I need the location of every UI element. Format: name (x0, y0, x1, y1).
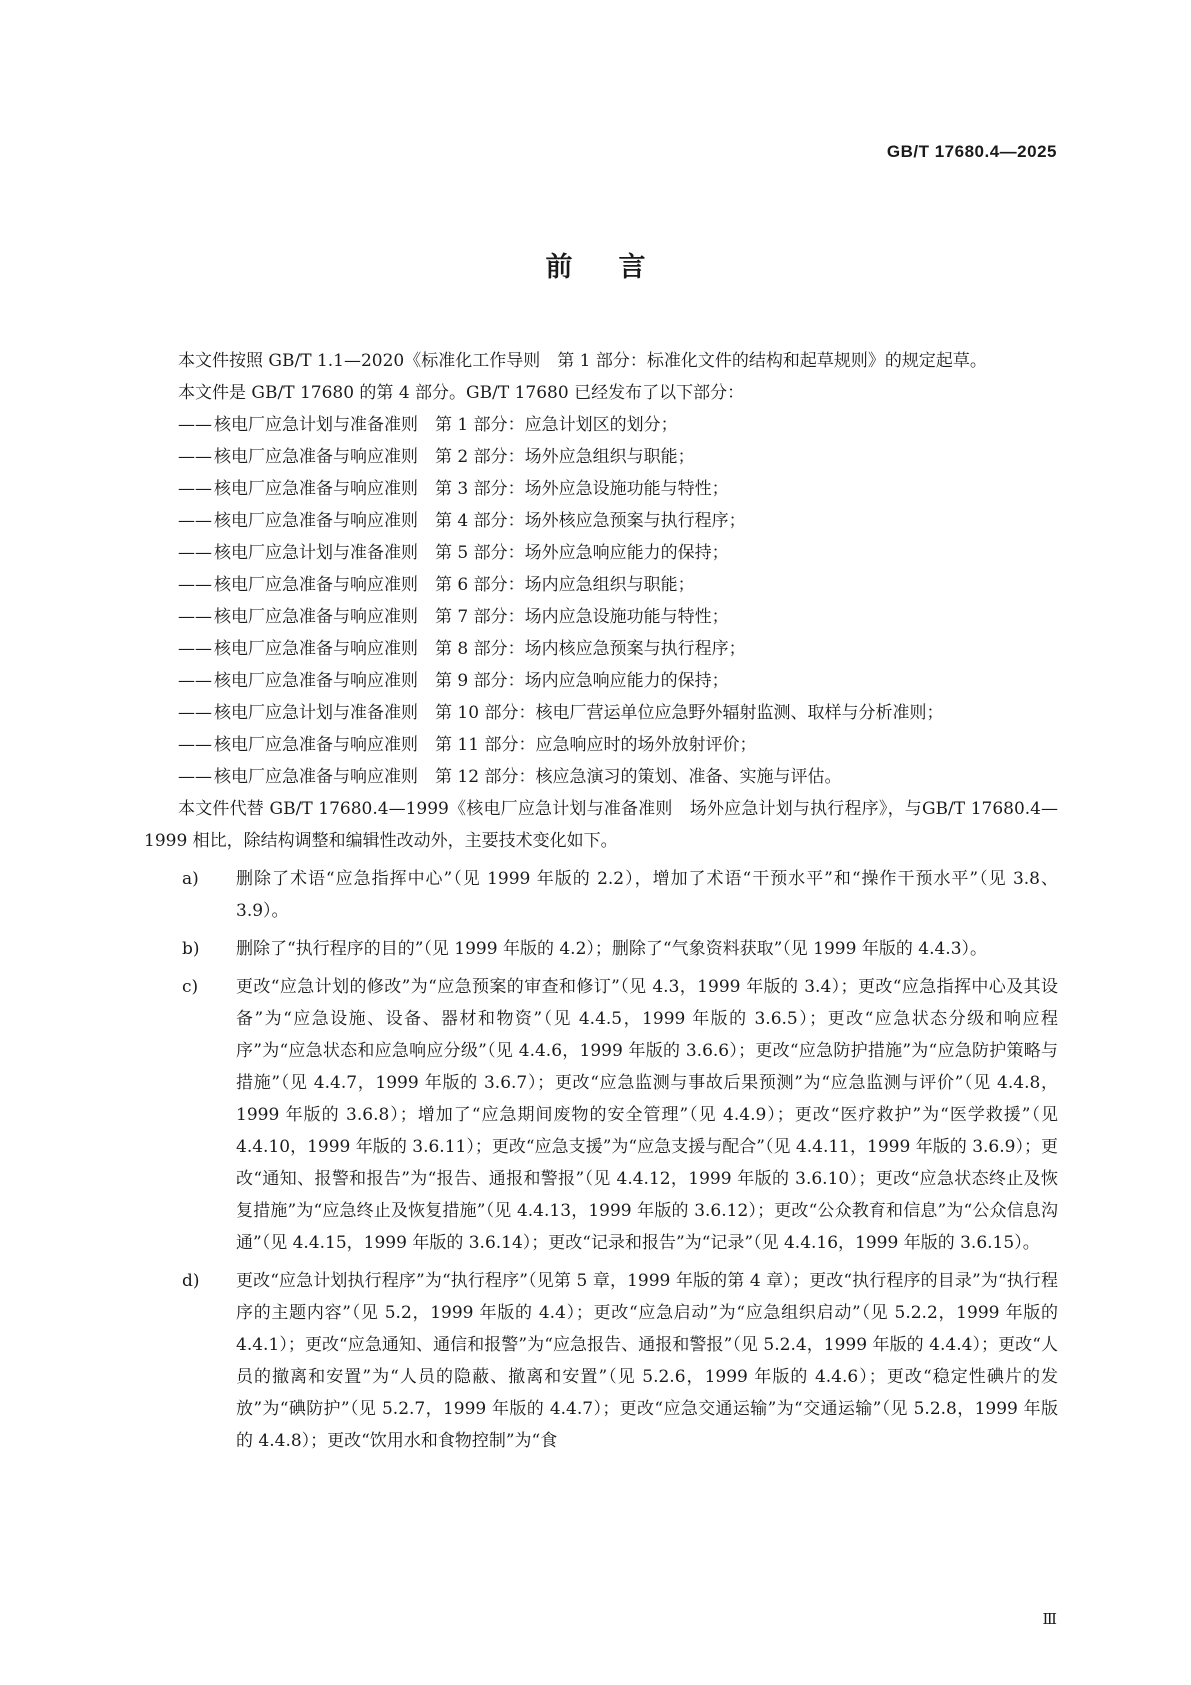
part-text: 核电厂应急准备与响应准则 第 4 部分：场外核应急预案与执行程序； (214, 511, 746, 531)
list-item: —— 核电厂应急准备与响应准则 第 9 部分：场内应急响应能力的保持； (178, 671, 729, 691)
page-title: 前言 (545, 252, 692, 283)
change-label: a) (182, 869, 199, 889)
change-label: c) (182, 977, 199, 997)
change-label: b) (182, 939, 200, 959)
changes-list (144, 863, 1058, 1457)
list-item: —— 核电厂应急计划与准备准则 第 1 部分：应急计划区的划分； (178, 415, 678, 435)
intro-paragraph-1: 本文件按照 GB/T 1.1—2020《标准化工作导则 第 1 部分：标准化文件的结构和起草规则》的规定起草。 (178, 351, 987, 371)
part-text: 核电厂应急准备与响应准则 第 9 部分：场内应急响应能力的保持； (214, 671, 729, 691)
change-item-c (144, 971, 1058, 1259)
part-text: 核电厂应急准备与响应准则 第 2 部分：场外应急组织与职能； (214, 447, 695, 467)
replace-paragraph: 本文件代替 GB/T 17680.4—1999《核电厂应急计划与准备准则 场外应急计划与执行程序》，与GB/T 17680.4—1999 相比，除结构调整和编辑性改动外，主要技术变化如下。 (144, 799, 1058, 851)
part-text: 核电厂应急计划与准备准则 第 10 部分：核电厂营运单位应急野外辐射监测、取样与分析准则； (214, 703, 944, 723)
change-text: 删除了术语“应急指挥中心”（见 1999 年版的 2.2），增加了术语“干预水平”和“操作干预水平”（见 3.8、3.9）。 (236, 869, 1058, 921)
change-label: d) (182, 1271, 200, 1291)
parts-list (144, 409, 1058, 793)
change-text: 更改“应急计划执行程序”为“执行程序”（见第 5 章，1999 年版的第 4 章）；更改“执行程序的目录”为“执行程序的主题内容”（见 5.2，1999 年版的 4.4）；更改“应急启动”为“应急组织启动”（见 5.2.2，1999 年版的 4.4.1）；更改“应急通知、通信和报警”为“应急报告、通报和警报”（见 5.2.4，1999 年版的 4.4.4）；更改“人员的撤离和安置”为“人员的隐蔽、撤离和安置”（见 5.2.6，1999 年版的 4.4.6）；更改“稳定性碘片的发放”为“碘防护”（见 5.2.7，1999 年版的 4.4.7）；更改“应急交通运输”为“交通运输”（见 5.2.8，1999 年版的 4.4.8）；更改“饮用水和食物控制”为“食 (236, 1271, 1058, 1451)
list-item: —— 核电厂应急准备与响应准则 第 3 部分：场外应急设施功能与特性； (178, 479, 729, 499)
document-body (144, 345, 1058, 1463)
list-item: —— 核电厂应急准备与响应准则 第 2 部分：场外应急组织与职能； (178, 447, 695, 467)
list-item: —— 核电厂应急准备与响应准则 第 8 部分：场内核应急预案与执行程序； (178, 639, 746, 659)
list-item: —— 核电厂应急准备与响应准则 第 6 部分：场内应急组织与职能； (178, 575, 695, 595)
part-text: 核电厂应急计划与准备准则 第 5 部分：场外应急响应能力的保持； (214, 543, 729, 563)
list-item: —— 核电厂应急准备与响应准则 第 7 部分：场内应急设施功能与特性； (178, 607, 729, 627)
part-text: 核电厂应急准备与响应准则 第 11 部分：应急响应时的场外放射评价； (214, 735, 757, 755)
list-item: —— 核电厂应急准备与响应准则 第 11 部分：应急响应时的场外放射评价； (178, 735, 757, 755)
list-item: —— 核电厂应急计划与准备准则 第 5 部分：场外应急响应能力的保持； (178, 543, 729, 563)
standard-number: GB/T 17680.4—2025 (886, 142, 1057, 161)
part-text: 核电厂应急准备与响应准则 第 6 部分：场内应急组织与职能； (214, 575, 695, 595)
part-text: 核电厂应急准备与响应准则 第 12 部分：核应急演习的策划、准备、实施与评估。 (214, 767, 842, 787)
page-number: Ⅲ (1042, 1610, 1057, 1628)
list-item: —— 核电厂应急准备与响应准则 第 4 部分：场外核应急预案与执行程序； (178, 511, 746, 531)
change-item-b (144, 933, 1058, 965)
part-text: 核电厂应急准备与响应准则 第 7 部分：场内应急设施功能与特性； (214, 607, 729, 627)
change-text: 更改“应急计划的修改”为“应急预案的审查和修订”（见 4.3，1999 年版的 3.4）；更改“应急指挥中心及其设备”为“应急设施、设备、器材和物资”（见 4.4.5，1999 年版的 3.6.5）；更改“应急状态分级和响应程序”为“应急状态和应急响应分级”（见 4.4.6，1999 年版的 3.6.6）；更改“应急防护措施”为“应急防护策略与措施”（见 4.4.7，1999 年版的 3.6.7）；更改“应急监测与事故后果预测”为“应急监测与评价”（见 4.4.8，1999 年版的 3.6.8）；增加了“应急期间废物的安全管理”（见 4.4.9）；更改“医疗救护”为“医学救援”（见 4.4.10，1999 年版的 3.6.11）；更改“应急支援”为“应急支援与配合”（见 4.4.11，1999 年版的 3.6.9）；更改“通知、报警和报告”为“报告、通报和警报”（见 4.4.12，1999 年版的 3.6.10）；更改“应急状态终止及恢复措施”为“应急终止及恢复措施”（见 4.4.13，1999 年版的 3.6.12）；更改“公众教育和信息”为“公众信息沟通”（见 4.4.15，1999 年版的 3.6.14）；更改“记录和报告”为“记录”（见 4.4.16，1999 年版的 3.6.15）。 (236, 977, 1058, 1253)
part-text: 核电厂应急准备与响应准则 第 3 部分：场外应急设施功能与特性； (214, 479, 729, 499)
intro-paragraph-2: 本文件是 GB/T 17680 的第 4 部分。GB/T 17680 已经发布了以下部分： (178, 383, 745, 403)
change-item-a (144, 863, 1058, 927)
list-item: —— 核电厂应急准备与响应准则 第 12 部分：核应急演习的策划、准备、实施与评估。 (178, 767, 842, 787)
change-text: 删除了“执行程序的目的”（见 1999 年版的 4.2）；删除了“气象资料获取”（见 1999 年版的 4.4.3）。 (236, 939, 988, 959)
change-item-d (144, 1265, 1058, 1457)
part-text: 核电厂应急准备与响应准则 第 8 部分：场内核应急预案与执行程序； (214, 639, 746, 659)
list-item: —— 核电厂应急计划与准备准则 第 10 部分：核电厂营运单位应急野外辐射监测、取样与分析准则； (178, 703, 944, 723)
part-text: 核电厂应急计划与准备准则 第 1 部分：应急计划区的划分； (214, 415, 678, 435)
